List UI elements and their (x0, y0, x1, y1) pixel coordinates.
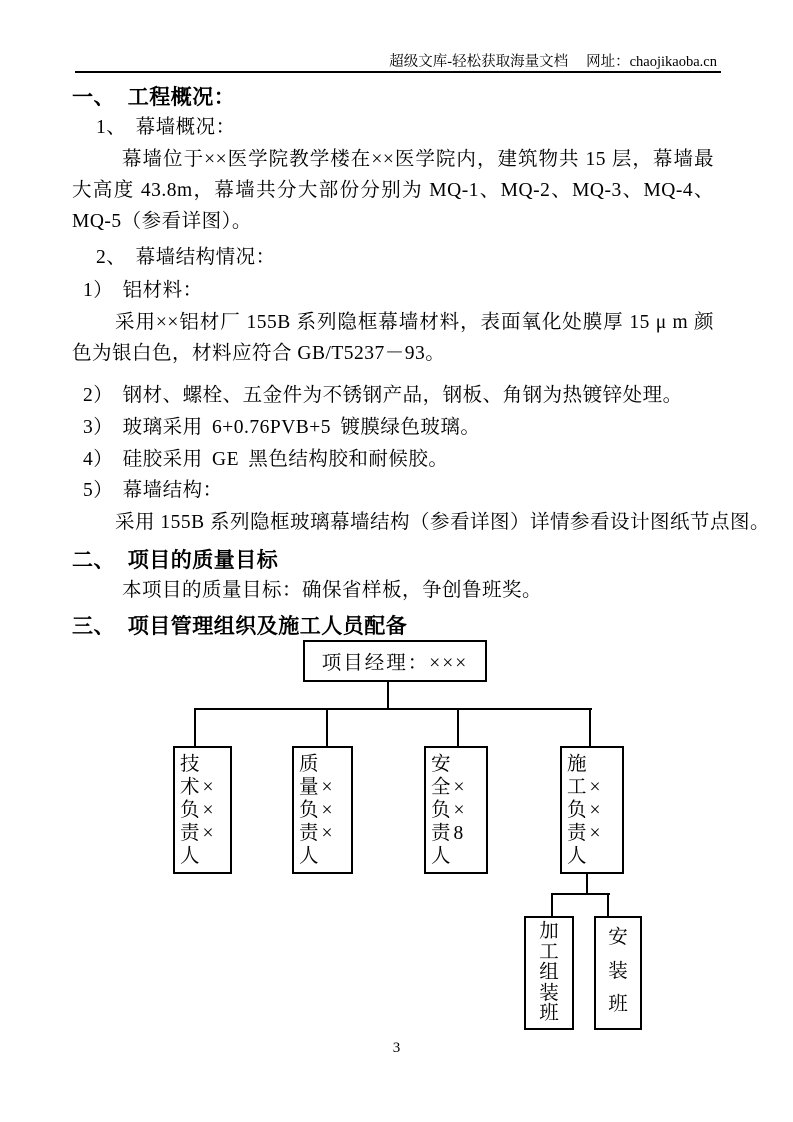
header-url-text: 网址：chaojikaoba.cn (586, 54, 717, 70)
role-box-technical (173, 746, 232, 874)
role-row: 工× (567, 777, 604, 798)
role-row: 责× (180, 823, 217, 844)
list-item-aluminium-label: 1） 铝材料： (83, 280, 203, 301)
role-row: 质 (299, 754, 322, 775)
list-item-silicone: 4） 硅胶采用 GE 黑色结构胶和耐候胶。 (83, 449, 449, 470)
role-row: 术× (180, 777, 217, 798)
paragraph-curtainwall-overview: 幕墙位于××医学院教学楼在××医学院内，建筑物共 15 层，幕墙最大高度 43.8m，幕墙共分大部份分别为 MQ-1、MQ-2、MQ-3、MQ-4、MQ-5（参看详图）。 (72, 149, 714, 232)
connector-drop-fabrication (551, 895, 553, 916)
connector-drop-construction (589, 710, 591, 746)
role-row: 人 (299, 846, 322, 867)
connector-stem-manager (387, 682, 389, 708)
team-char: 班 (539, 1003, 559, 1024)
team-char: 组 (539, 962, 559, 983)
role-row: 人 (431, 846, 454, 867)
role-row: 技 (180, 754, 203, 775)
connector-drop-quality (326, 710, 328, 746)
role-box-construction (560, 746, 624, 874)
team-box-fabrication (524, 916, 574, 1030)
role-row: 负× (431, 800, 468, 821)
header-site-text: 超级文库-轻松获取海量文档 (389, 54, 569, 70)
role-row: 责× (299, 823, 336, 844)
role-row: 负× (180, 800, 217, 821)
connector-rail-level2 (551, 893, 610, 895)
paragraph-structure: 采用 155B 系列隐框玻璃幕墙结构（参看详图）详情参看设计图纸节点图。 (115, 512, 771, 533)
role-row: 全× (431, 777, 468, 798)
team-box-installation (594, 916, 642, 1030)
role-row: 施 (567, 754, 590, 775)
connector-drop-installation (607, 895, 609, 916)
team-char: 装 (608, 960, 628, 982)
role-row: 人 (567, 846, 590, 867)
team-char: 安 (608, 927, 628, 948)
role-row: 责× (567, 823, 604, 844)
page-header (389, 50, 717, 71)
list-item-structure-situation: 2、 幕墙结构情况： (96, 247, 276, 268)
team-char: 班 (608, 994, 628, 1015)
role-row: 负× (299, 800, 336, 821)
role-box-safety (424, 746, 488, 874)
connector-stem-construction (586, 874, 588, 893)
team-char: 工 (539, 941, 559, 963)
header-rule (75, 71, 721, 73)
connector-drop-technical (194, 710, 196, 746)
role-row: 责8 (431, 823, 467, 844)
connector-drop-safety (457, 710, 459, 746)
role-row: 人 (180, 846, 203, 867)
connector-rail-level1 (194, 708, 592, 710)
list-item-glass: 3） 玻璃采用 6+0.76PVB+5 镀膜绿色玻璃。 (83, 417, 481, 438)
page-number: 3 (392, 1040, 401, 1056)
paragraph-quality-target: 本项目的质量目标：确保省样板，争创鲁班奖。 (122, 580, 543, 601)
team-char: 加 (539, 921, 559, 942)
role-box-quality (292, 746, 353, 874)
list-item-curtainwall-overview: 1、 幕墙概况： (96, 117, 236, 138)
heading-quality-target: 二、 项目的质量目标 (72, 548, 279, 572)
team-char: 装 (539, 982, 559, 1004)
role-row: 量× (299, 777, 336, 798)
list-item-structure-label: 5） 幕墙结构： (83, 480, 223, 501)
manager-box: 项目经理：××× (303, 640, 487, 682)
heading-project-overview: 一、 工程概况： (72, 85, 236, 109)
paragraph-aluminium: 采用××铝材厂 155B 系列隐框幕墙材料，表面氧化处膜厚 15 μ m 颜色为银白色，材料应符合 GB/T5237－93。 (72, 312, 714, 364)
role-row: 安 (431, 754, 454, 775)
role-row: 负× (567, 800, 604, 821)
heading-org-and-staffing: 三、 项目管理组织及施工人员配备 (72, 614, 408, 638)
list-item-steel: 2） 钢材、螺栓、五金件为不锈钢产品，钢板、角钢为热镀锌处理。 (83, 385, 683, 406)
